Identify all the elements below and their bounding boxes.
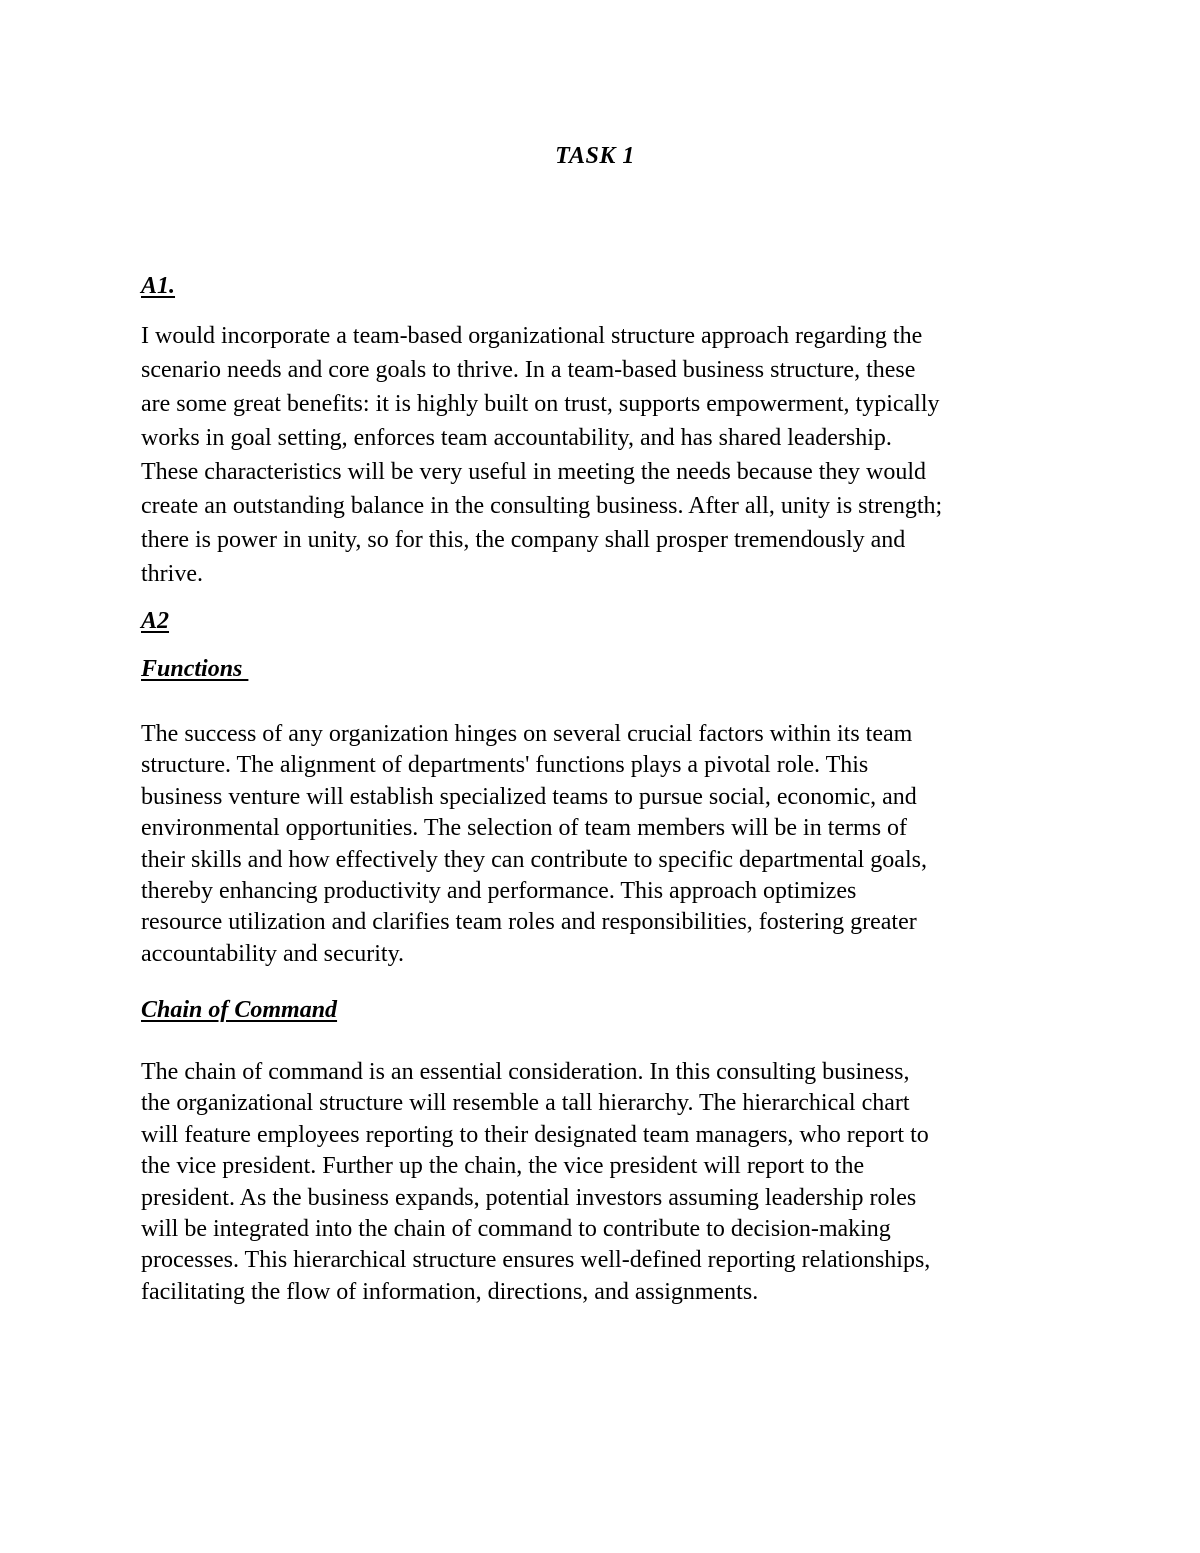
subheading-chain-of-command: Chain of Command (141, 997, 338, 1023)
text-line: scenario needs and core goals to thrive. In a team-based business structure, these (141, 357, 916, 383)
text-line: create an outstanding balance in the consulting business. After all, unity is strength; (141, 493, 943, 519)
text-line: the organizational structure will resemble a tall hierarchy. The hierarchical chart (141, 1090, 910, 1117)
text-line: facilitating the flow of information, directions, and assignments. (141, 1278, 759, 1305)
paragraph-chain-of-command (141, 1057, 1071, 1308)
paragraph-functions (141, 719, 1071, 970)
text-line: will feature employees reporting to their designated team managers, who report to (141, 1121, 929, 1148)
text-line: are some great benefits: it is highly built on trust, supports empowerment, typically (141, 391, 940, 417)
section-heading-a1: A1. (141, 273, 176, 299)
paragraph-a1 (141, 319, 1071, 591)
text-line: business venture will establish specialized teams to pursue social, economic, and (141, 783, 917, 810)
page-title: TASK 1 (555, 143, 635, 169)
text-line: there is power in unity, so for this, the company shall prosper tremendously and (141, 527, 906, 553)
text-line: works in goal setting, enforces team accountability, and has shared leadership. (141, 425, 892, 451)
text-line: will be integrated into the chain of command to contribute to decision-making (141, 1216, 891, 1243)
text-line: The success of any organization hinges on several crucial factors within its team (141, 721, 913, 747)
text-line: the vice president. Further up the chain, the vice president will report to the (141, 1153, 865, 1180)
text-line: thereby enhancing productivity and performance. This approach optimizes (141, 878, 857, 905)
text-line: structure. The alignment of departments' functions plays a pivotal role. This (141, 752, 869, 779)
text-line: their skills and how effectively they can contribute to specific departmental goals, (141, 846, 927, 873)
text-line: resource utilization and clarifies team roles and responsibilities, fostering greater (141, 909, 917, 936)
text-line: accountability and security. (141, 940, 405, 967)
text-line: The chain of command is an essential consideration. In this consulting business, (141, 1059, 910, 1085)
text-line: I would incorporate a team-based organizational structure approach regarding the (141, 323, 923, 349)
text-line: president. As the business expands, potential investors assuming leadership roles (141, 1184, 917, 1211)
section-heading-a2: A2 (141, 608, 170, 634)
text-line: thrive. (141, 561, 203, 587)
text-line: processes. This hierarchical structure ensures well-defined reporting relationships, (141, 1247, 931, 1274)
text-line: environmental opportunities. The selection of team members will be in terms of (141, 815, 908, 842)
text-line: These characteristics will be very useful in meeting the needs because they would (141, 459, 927, 485)
subheading-functions: Functions (141, 656, 249, 682)
